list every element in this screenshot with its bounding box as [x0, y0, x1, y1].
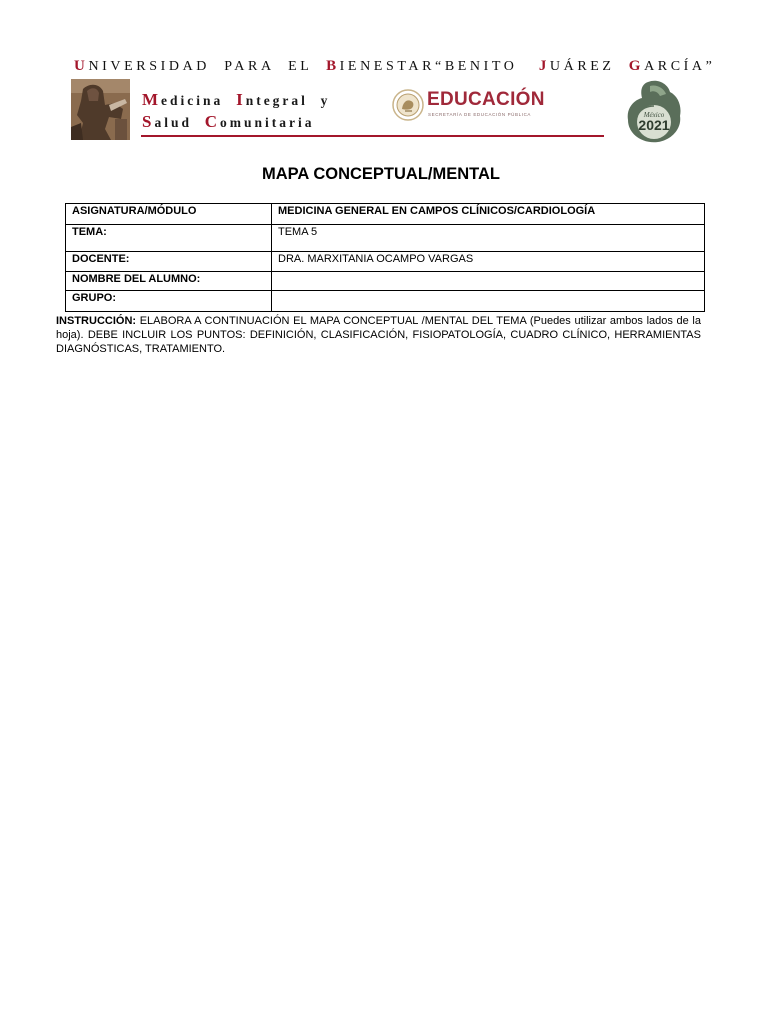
field-value: TEMA 5	[272, 225, 705, 252]
program-line-1: Medicina Integral y	[142, 90, 331, 109]
student-name-field[interactable]	[272, 272, 705, 291]
instruction-label: INSTRUCCIÓN:	[56, 315, 137, 327]
table-row	[66, 204, 705, 225]
info-table	[65, 203, 705, 312]
field-value: MEDICINA GENERAL EN CAMPOS CLÍNICOS/CARDIOLOGÍA	[272, 204, 705, 225]
header-divider	[141, 135, 604, 137]
mexico-2021-logo	[624, 78, 684, 144]
field-label: TEMA:	[66, 225, 272, 252]
field-label: ASIGNATURA/MÓDULO	[66, 204, 272, 225]
field-label: NOMBRE DEL ALUMNO:	[66, 272, 272, 291]
table-row	[66, 291, 705, 312]
field-label: DOCENTE:	[66, 252, 272, 272]
document-title: MAPA CONCEPTUAL/MENTAL	[261, 165, 500, 183]
table-row	[66, 225, 705, 252]
table-row	[66, 272, 705, 291]
education-logo-subtitle: SECRETARÍA DE EDUCACIÓN PÚBLICA	[428, 112, 532, 117]
instruction-text: ELABORA A CONTINUACIÓN EL MAPA CONCEPTUAL /MENTAL DEL TEMA (Puedes utilizar ambos lados de la hoja). DEBE INCLUIR LOS PUNTOS: DEFINICIÓN, CLASIFICACIÓN, FISIOPATOLOGÍA, CUADRO CLÍNICO, HERRAMIENTAS DIAGNÓSTICAS, TRATAMIENTO.	[56, 315, 701, 355]
field-value: DRA. MARXITANIA OCAMPO VARGAS	[272, 252, 705, 272]
table-row	[66, 252, 705, 272]
program-line-2: Salud Comunitaria	[142, 112, 315, 131]
instruction-paragraph	[56, 314, 701, 356]
logo-year-text: 2021	[638, 117, 670, 133]
university-name: UNIVERSIDAD PARA EL BIENESTAR“BENITO JUÁREZ GARCÍA”	[74, 58, 716, 74]
program-name	[142, 89, 330, 133]
logo-country-text: México	[643, 111, 665, 119]
field-label: GRUPO:	[66, 291, 272, 312]
mural-image	[71, 79, 130, 140]
group-field[interactable]	[272, 291, 705, 312]
education-logo-text: EDUCACIÓN	[427, 89, 545, 110]
eagle-seal-icon	[392, 89, 424, 121]
